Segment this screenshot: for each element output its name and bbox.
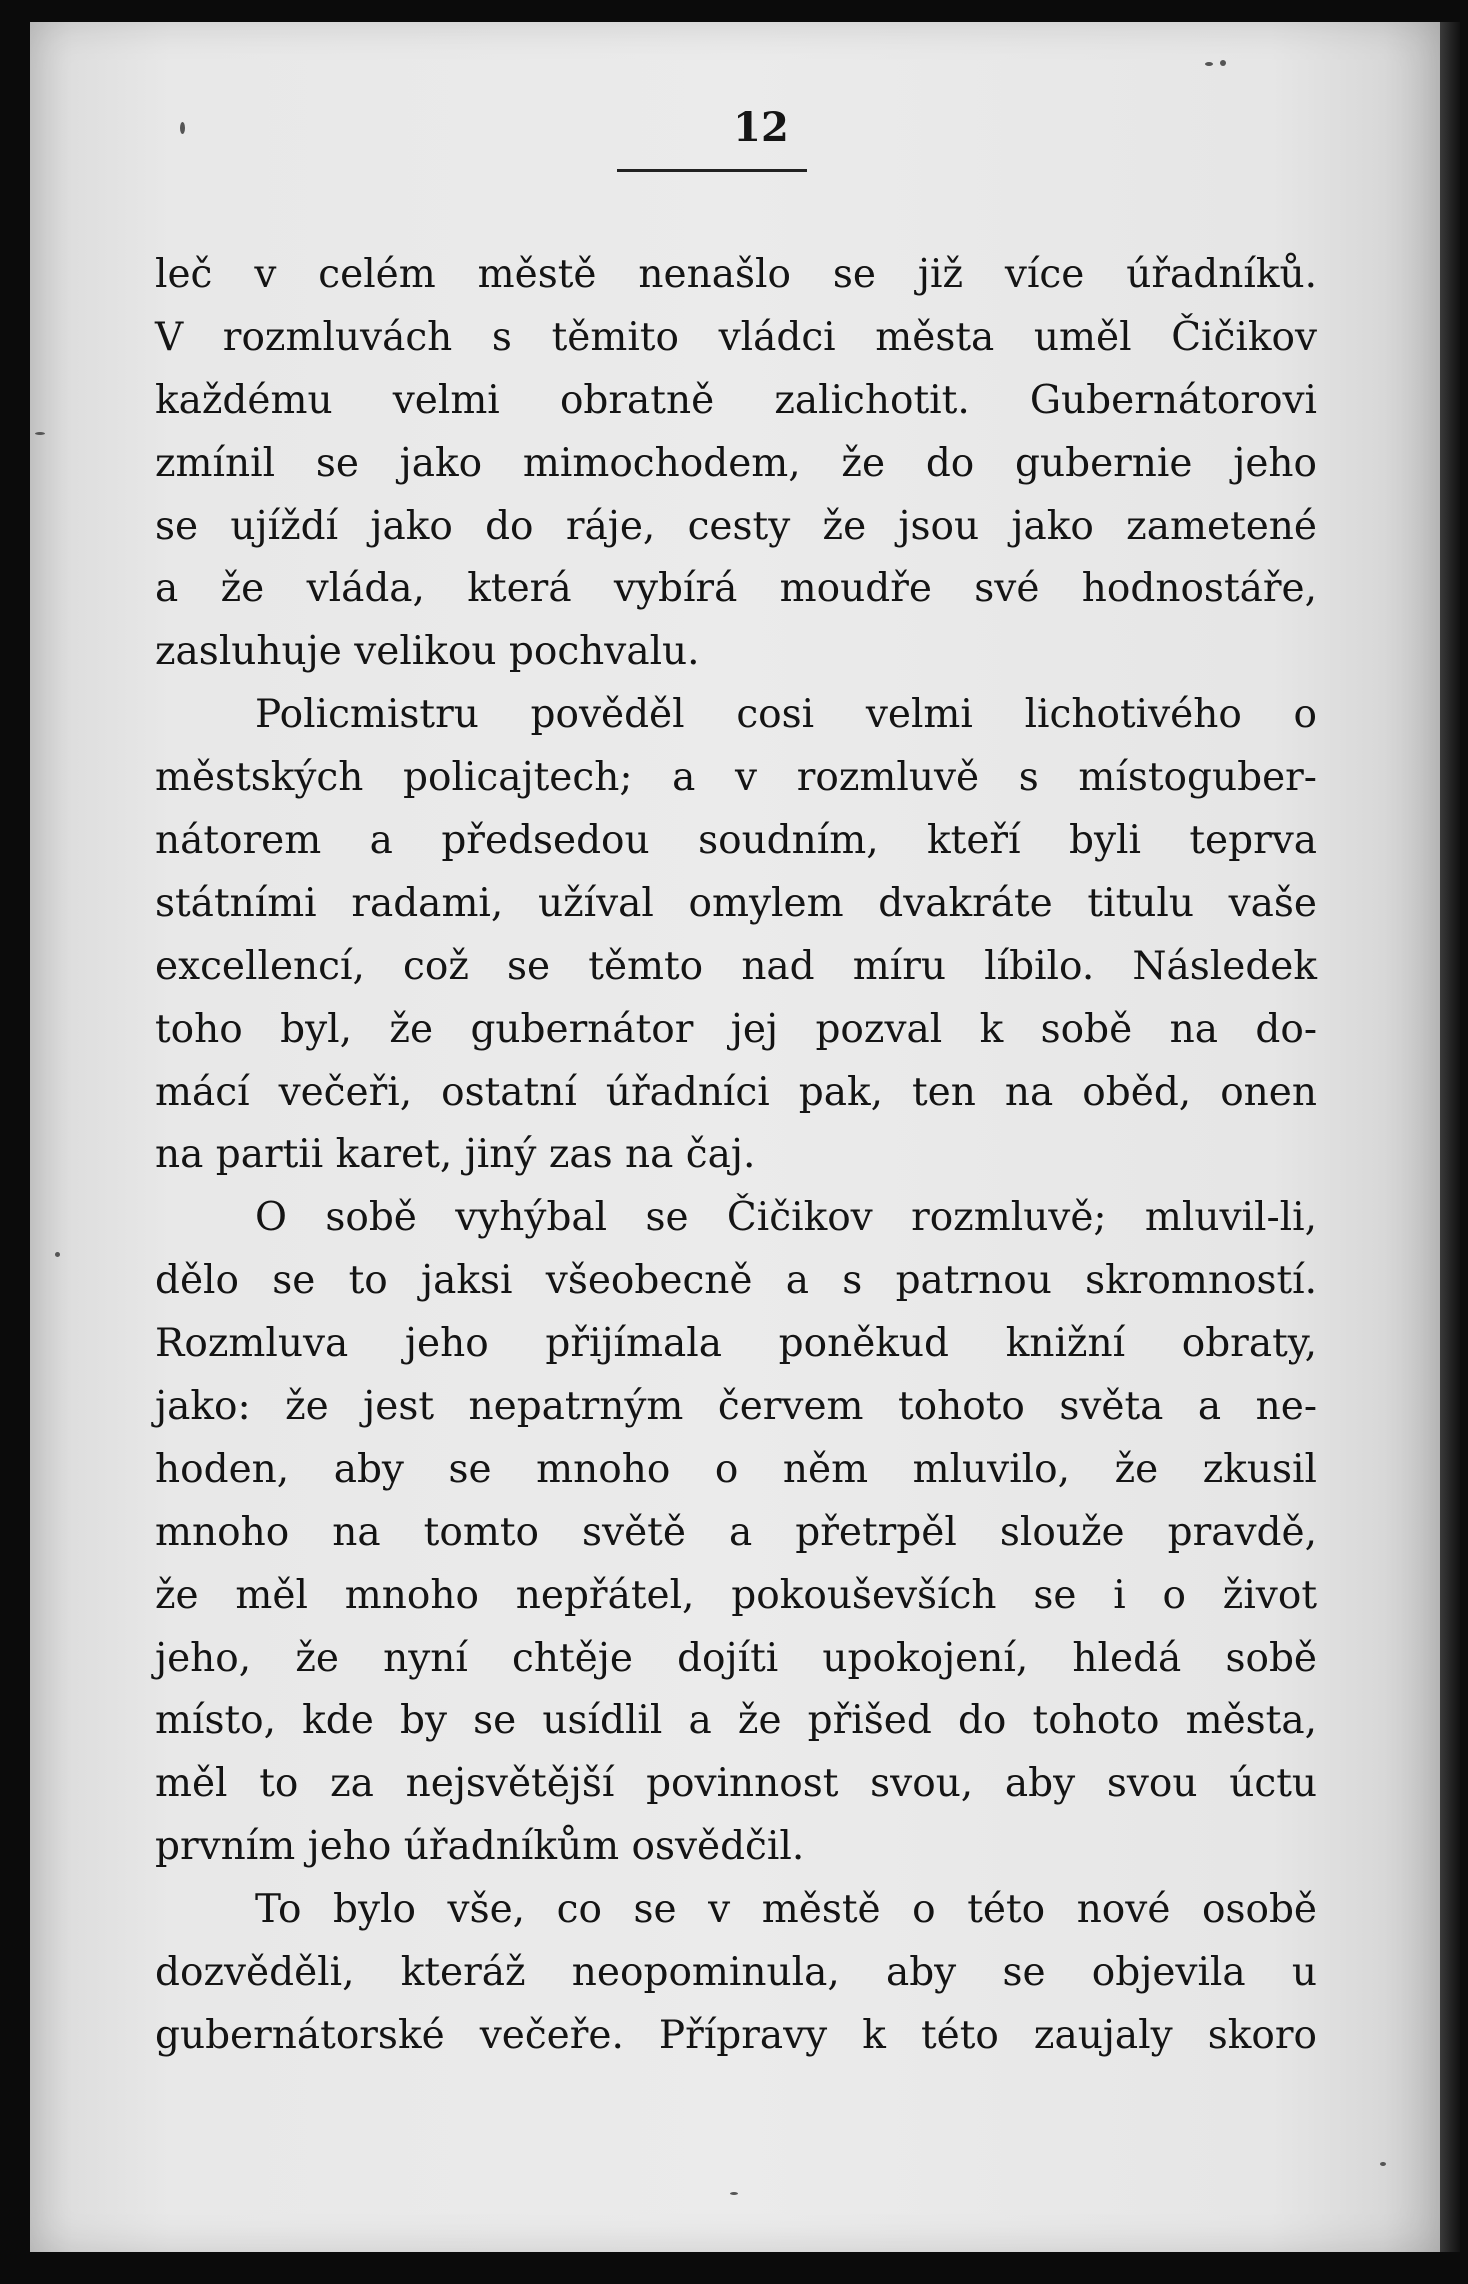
text-line: státními radami, užíval omylem dvakráte titulu vaše (155, 880, 1317, 926)
text-line: gubernátorské večeře. Přípravy k této zaujaly skoro (155, 2012, 1317, 2058)
text-line: každému velmi obratně zalichotit. Gubernátorovi (155, 377, 1317, 423)
text-line: toho byl, že gubernátor jej pozval k sobě na do- (155, 1006, 1317, 1052)
text-line: mácí večeři, ostatní úřadníci pak, ten na oběd, onen (155, 1069, 1317, 1115)
text-line: nátorem a předsedou soudním, kteří byli teprva (155, 818, 1317, 864)
text-line: excellencí, což se těmto nad míru líbilo. Následek (155, 943, 1317, 989)
text-line: jeho, že nyní chtěje dojíti upokojení, hledá sobě (155, 1635, 1317, 1681)
text-line: O sobě vyhýbal se Čičikov rozmluvě; mluvil-li, (255, 1195, 1317, 1241)
text-line: že měl mnoho nepřátel, pokouševších se i o život (155, 1572, 1317, 1618)
text-line: prvním jeho úřadníkům osvědčil. (155, 1824, 805, 1870)
text-line: zmínil se jako mimochodem, že do gubernie jeho (155, 440, 1317, 486)
text-line: Rozmluva jeho přijímala poněkud knižní obraty, (155, 1321, 1317, 1367)
text-line: místo, kde by se usídlil a že přišed do tohoto města, (155, 1698, 1317, 1744)
body-text (155, 244, 1317, 2068)
text-line: dozvěděli, kteráž neopominula, aby se objevila u (155, 1950, 1317, 1996)
text-line: hoden, aby se mnoho o něm mluvilo, že zkusil (155, 1446, 1317, 1492)
text-line: mnoho na tomto světě a přetrpěl slouže pravdě, (155, 1509, 1317, 1555)
text-line: městských policajtech; a v rozmluvě s místoguber- (155, 755, 1317, 801)
text-line: a že vláda, která vybírá moudře své hodnostáře, (155, 566, 1317, 612)
page-number: 12 (733, 104, 789, 151)
text-line: To bylo vše, co se v městě o této nové osobě (255, 1887, 1317, 1933)
header-rule (617, 169, 807, 172)
text-line: měl to za nejsvětější povinnost svou, aby svou úctu (155, 1761, 1317, 1807)
text-line: zasluhuje velikou pochvalu. (155, 629, 700, 675)
page-binding-edge (1440, 22, 1460, 2252)
text-line: dělo se to jaksi všeobecně a s patrnou skromností. (155, 1258, 1317, 1304)
text-line: se ujíždí jako do ráje, cesty že jsou jako zametené (155, 503, 1317, 549)
text-line: jako: že jest nepatrným červem tohoto světa a ne- (155, 1384, 1317, 1430)
text-line: V rozmluvách s těmito vládci města uměl Čičikov (155, 314, 1317, 360)
book-page (30, 22, 1440, 2252)
text-line: leč v celém městě nenašlo se již více úřadníků. (155, 252, 1317, 297)
text-line: Policmistru pověděl cosi velmi lichotivého o (255, 692, 1317, 738)
text-line: na partii karet, jiný zas na čaj. (155, 1132, 756, 1178)
